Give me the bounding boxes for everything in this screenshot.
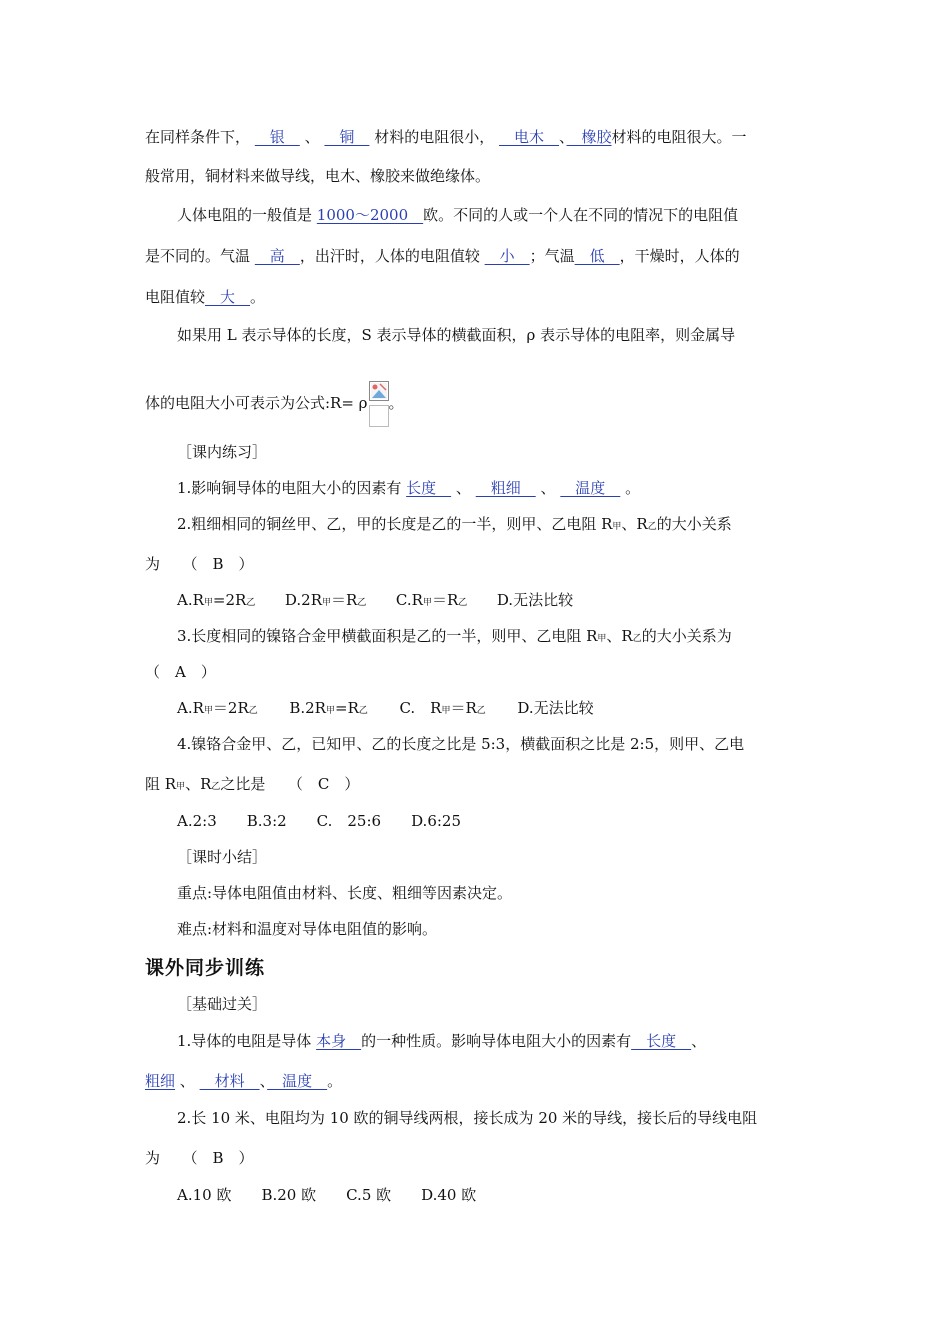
q3-line1 (177, 626, 732, 649)
text: 、 (304, 128, 320, 146)
text: 在同样条件下， (145, 128, 251, 146)
subscript: 乙 (647, 522, 657, 532)
text: ＝R (450, 699, 477, 717)
q1-line (177, 478, 640, 498)
text: ，出汗时，人体的电阻值较 (299, 247, 480, 265)
section-title-practice: ［课内练习］ (177, 443, 268, 461)
formula-text: 体的电阻大小可表示为公式:R= ρ (145, 394, 368, 412)
subscript: 甲 (597, 634, 607, 644)
answer-blank: 橡胶 (566, 128, 612, 146)
answer-blank: 银 (254, 128, 300, 146)
section-heading: 课外同步训练 (145, 957, 266, 979)
q2-options (177, 590, 573, 613)
text: =2R (212, 591, 247, 609)
q4-line1: 4.镍铬合金甲、乙，已知甲、乙的长度之比是 5:3，横截面积之比是 2:5，则甲、乙电 (177, 735, 745, 753)
p2-line3 (145, 287, 265, 307)
answer-blank: 本身 (316, 1032, 362, 1050)
answer-blank: 低 (574, 247, 620, 265)
summary-key-point: 重点:导体电阻值由材料、长度、粗细等因素决定。 (177, 884, 513, 902)
q4-line2 (145, 774, 359, 797)
q3-line2: （ A ） (145, 663, 216, 681)
text: 。 (250, 288, 266, 306)
subscript: 乙 (476, 706, 486, 716)
text: 是不同的。气温 (145, 247, 251, 265)
answer-blank: 温度 (267, 1072, 328, 1090)
section-title-summary: ［课时小结］ (177, 848, 268, 866)
answer-blank: 小 (484, 247, 530, 265)
subscript: 甲 (325, 706, 335, 716)
b1-line1 (177, 1031, 706, 1051)
subscript: 乙 (358, 706, 368, 716)
text: 。 (388, 394, 404, 412)
subscript: 甲 (322, 598, 332, 608)
b1-line2 (145, 1071, 342, 1091)
text: 、 (691, 1032, 707, 1050)
subscript: 甲 (203, 598, 213, 608)
option-b: B.2R (289, 699, 326, 717)
text: ，干燥时，人体的 (619, 247, 740, 265)
subscript: 甲 (441, 706, 451, 716)
answer-blank: 铜 (324, 128, 370, 146)
text: ＝R (431, 591, 459, 609)
text: 阻 R (145, 775, 177, 793)
subscript: 甲 (422, 598, 432, 608)
answer-blank: 电木 (498, 128, 559, 146)
option-a: A.R (177, 591, 204, 609)
text: 、 (179, 1072, 195, 1090)
text: 人体电阻的一般值是 (177, 206, 313, 224)
q4-options: A.2:3 B.3:2 C. 25:6 D.6:25 (177, 812, 462, 830)
subscript: 乙 (211, 782, 221, 792)
subscript: 甲 (612, 522, 622, 532)
q2-line1 (177, 514, 732, 537)
answer-blank: 材料 (199, 1072, 260, 1090)
option-c: C. R (399, 699, 442, 717)
text: 1.影响铜导体的电阻大小的因素有 (177, 479, 402, 497)
p3-line1: 如果用 L 表示导体的长度，S 表示导体的横截面积，ρ 表示导体的电阻率，则金属导 (177, 326, 736, 344)
text: 、 (455, 479, 471, 497)
fraction-image-icon (369, 381, 389, 427)
text: 1.导体的电阻是导体 (177, 1032, 312, 1050)
option-a: A.R (177, 699, 204, 717)
text: 3.长度相同的镍铬合金甲横截面积是乙的一半，则甲、乙电阻 R (177, 627, 598, 645)
answer-blank: 粗细 (475, 479, 536, 497)
subscript: 甲 (203, 706, 213, 716)
fraction-denominator (369, 405, 389, 427)
p2-line2 (145, 246, 740, 266)
p1-line2: 般常用，铜材料来做导线，电木、橡胶来做绝缘体。 (145, 167, 491, 185)
subscript: 乙 (248, 706, 258, 716)
q3-options (177, 698, 594, 721)
b2-line2: 为 （ B ） (145, 1149, 254, 1167)
text: 欧。不同的人或一个人在不同的情况下的电阻值 (423, 206, 739, 224)
p3-line2 (145, 380, 404, 427)
b2-line1: 2.长 10 米、电阻均为 10 欧的铜导线两根，接长成为 20 米的导线，接长后的导线电阻 (177, 1109, 758, 1127)
answer-blank: 粗细 (145, 1072, 176, 1090)
answer-blank: 高 (254, 247, 300, 265)
option-b: D.2R (284, 591, 323, 609)
text: ＝R (331, 591, 358, 609)
text: 、R (185, 775, 212, 793)
text: 2.粗细相同的铜丝甲、乙，甲的长度是乙的一半，则甲、乙电阻 R (177, 515, 613, 533)
p2-line1 (177, 205, 738, 225)
subscript: 乙 (357, 598, 367, 608)
text: 电阻值较 (145, 288, 206, 306)
text: 的大小关系 (656, 515, 732, 533)
subscript: 乙 (632, 634, 642, 644)
text: 、 (259, 1072, 268, 1090)
option-c: C.R (395, 591, 423, 609)
text: ＝2R (212, 699, 249, 717)
text: 、R (621, 515, 648, 533)
text: 材料的电阻很小， (374, 128, 495, 146)
text: =R (335, 699, 359, 717)
text: 的一种性质。影响导体电阻大小的因素有 (361, 1032, 632, 1050)
section-title-basic: ［基础过关］ (177, 995, 268, 1013)
option-d: D.无法比较 (517, 699, 594, 717)
subscript: 乙 (246, 598, 256, 608)
option-d: D.无法比较 (496, 591, 574, 609)
answer-blank: 1000～2000 (316, 206, 424, 224)
summary-difficulty: 难点:材料和温度对导体电阻值的影响。 (177, 920, 438, 938)
broken-image-icon (369, 381, 389, 401)
text: 之比是 （ C ） (220, 775, 360, 793)
subscript: 乙 (458, 598, 468, 608)
p1-line1 (145, 127, 747, 147)
text: ；气温 (529, 247, 575, 265)
answer-blank: 温度 (560, 479, 621, 497)
answer-blank: 长度 (631, 1032, 692, 1050)
answer-blank: 长度 (406, 479, 452, 497)
text: 、R (606, 627, 633, 645)
text: 、 (540, 479, 556, 497)
text: 。 (327, 1072, 343, 1090)
subscript: 甲 (176, 782, 186, 792)
answer-blank: 大 (205, 288, 251, 306)
b2-options: A.10 欧 B.20 欧 C.5 欧 D.40 欧 (177, 1186, 477, 1204)
text: 材料的电阻很大。一 (611, 128, 747, 146)
text: 的大小关系为 (641, 627, 732, 645)
text: 。 (625, 479, 641, 497)
text: 、 (559, 128, 567, 146)
q2-line2: 为 （ B ） (145, 555, 254, 573)
